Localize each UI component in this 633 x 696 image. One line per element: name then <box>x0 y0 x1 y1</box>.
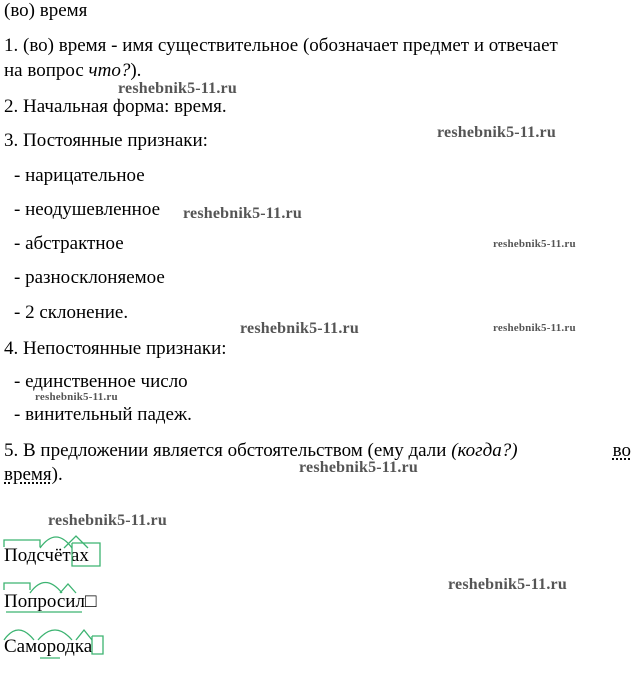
variable-item: - винительный падеж. <box>14 404 192 425</box>
watermark: reshebnik5-11.ru <box>437 124 556 141</box>
para5-word: время <box>4 464 52 485</box>
variable-item: - единственное число <box>14 371 188 392</box>
para1-prefix: на вопрос <box>4 60 89 81</box>
watermark: reshebnik5-11.ru <box>35 391 118 403</box>
watermark: reshebnik5-11.ru <box>48 512 167 529</box>
watermark: reshebnik5-11.ru <box>493 238 576 250</box>
constant-item: - разносклоняемое <box>14 267 165 288</box>
para5-suffix: ). <box>51 464 63 485</box>
constant-item: - неодушевленное <box>14 199 160 220</box>
para5-tail: во <box>612 440 631 461</box>
header: (во) время <box>4 0 88 21</box>
para5-prefix: 5. В предложении является обстоятельством (ему дали <box>4 440 452 461</box>
para5-question: (когда?) <box>451 440 518 461</box>
constant-item: - абстрактное <box>14 233 124 254</box>
para1-question: что? <box>88 60 131 81</box>
watermark: reshebnik5-11.ru <box>183 205 302 222</box>
watermark: reshebnik5-11.ru <box>448 576 567 593</box>
root-mark-2 <box>38 630 72 640</box>
constant-title: 3. Постоянные признаки: <box>4 130 208 151</box>
para1-suffix: ). <box>130 60 142 81</box>
word-podschetah: Подсчётах <box>4 545 89 566</box>
word-samorodka: Самородка <box>4 636 93 657</box>
suffix-mark <box>76 630 92 640</box>
watermark: reshebnik5-11.ru <box>493 322 576 334</box>
watermark: reshebnik5-11.ru <box>118 80 237 97</box>
ending-mark <box>92 636 103 654</box>
root-mark-1 <box>4 630 34 640</box>
constant-item: - нарицательное <box>14 165 145 186</box>
variable-title: 4. Непостоянные признаки: <box>4 338 227 359</box>
para1-line1: 1. (во) время - имя существительное (обозначает предмет и отвечает <box>4 35 558 56</box>
watermark: reshebnik5-11.ru <box>240 320 359 337</box>
initial-form: 2. Начальная форма: время. <box>4 96 227 117</box>
constant-item: - 2 склонение. <box>14 302 129 323</box>
watermark: reshebnik5-11.ru <box>299 459 418 476</box>
word-text: Попросил <box>4 591 85 612</box>
word-extra-glyph: □ <box>84 591 97 612</box>
